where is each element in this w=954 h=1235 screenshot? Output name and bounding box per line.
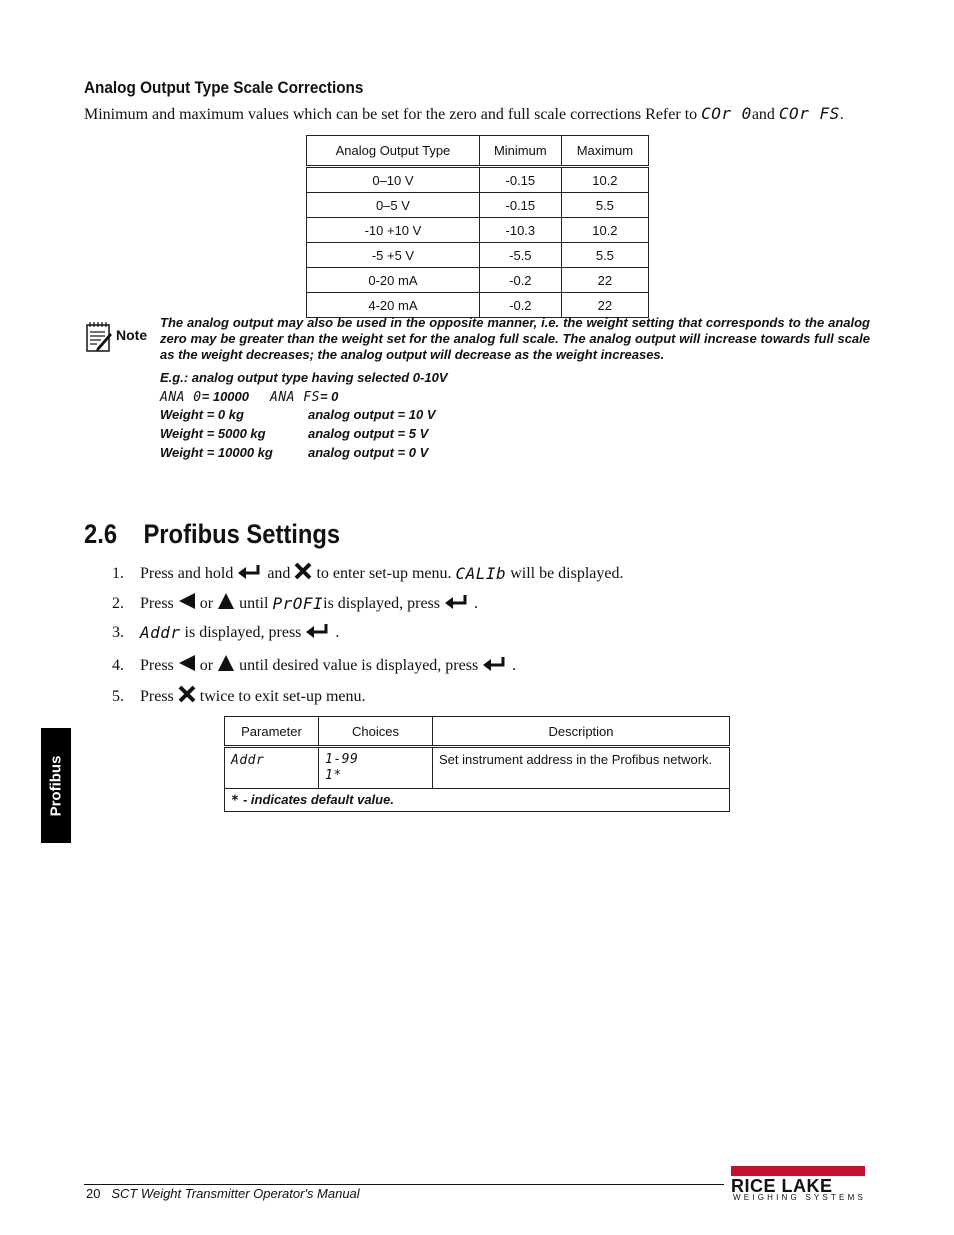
code-calib: CALIb — [455, 564, 507, 583]
cell-min: -0.15 — [479, 167, 561, 193]
step-text: Press and hold — [140, 564, 234, 582]
step-3 — [112, 622, 339, 643]
cell-min: -5.5 — [479, 243, 561, 268]
note-text: The analog output may also be used in the opposite manner, i.e. the weight setting that corresponds to the analog zero may be greater than the weight set for the analog full scale. The analog output will increase towards full scale as the weight decreases; the analog output will decrease as the weight increases. — [160, 315, 870, 362]
col-header-type: Analog Output Type — [307, 136, 480, 167]
step-number: 1. — [112, 564, 124, 582]
step-text: . — [512, 656, 517, 674]
col-header-max: Maximum — [561, 136, 648, 167]
table-row — [307, 243, 649, 268]
table-row — [307, 268, 649, 293]
step-text: until — [239, 594, 269, 612]
step-number: 4. — [112, 656, 124, 674]
logo-subtitle: WEIGHING SYSTEMS — [733, 1193, 866, 1202]
step-text: or — [199, 656, 214, 674]
step-text: Press — [140, 594, 174, 612]
step-5 — [112, 685, 366, 708]
up-arrow-key-icon — [217, 592, 235, 615]
heading-number: 2.6 — [84, 519, 118, 549]
code-profi: PrOFI — [272, 594, 324, 613]
left-arrow-key-icon — [178, 592, 196, 615]
table-row — [307, 193, 649, 218]
code-addr: Addr — [140, 623, 181, 642]
step-text: is displayed, press — [184, 623, 302, 641]
table-row — [307, 167, 649, 193]
cell-type: -5 +5 V — [307, 243, 480, 268]
code-cor-0: COr 0 — [701, 104, 752, 123]
step-text: will be displayed. — [510, 564, 624, 582]
example-output: analog output = 10 V — [308, 407, 436, 422]
col-header-parameter: Parameter — [225, 717, 319, 747]
logo-red-bar — [731, 1166, 865, 1176]
cell-min: -0.2 — [479, 268, 561, 293]
section-title: Analog Output Type Scale Corrections — [84, 78, 364, 97]
step-text: Press — [140, 656, 174, 674]
step-text: and — [267, 564, 291, 582]
step-text: twice to exit set-up menu. — [199, 687, 366, 705]
col-header-choices: Choices — [319, 717, 433, 747]
cell-max: 5.5 — [561, 243, 648, 268]
heading-text: Profibus Settings — [143, 519, 341, 549]
enter-key-icon — [482, 655, 508, 676]
left-arrow-key-icon — [178, 654, 196, 677]
cell-max: 5.5 — [561, 193, 648, 218]
cell-max: 10.2 — [561, 218, 648, 243]
step-number: 3. — [112, 623, 124, 641]
code-cor-fs: COr FS — [778, 104, 840, 123]
step-text: . — [474, 594, 478, 612]
table-row — [307, 293, 649, 318]
cell-choices — [319, 747, 433, 789]
step-text: is displayed, press — [323, 594, 440, 612]
x-key-icon — [294, 562, 312, 585]
profibus-parameter-table — [224, 716, 730, 812]
step-number: 2. — [112, 594, 124, 612]
step-text: Press — [140, 687, 174, 705]
choice-default-value: 1 — [325, 768, 334, 783]
table-row — [307, 218, 649, 243]
enter-key-icon — [444, 593, 470, 614]
step-text: or — [199, 594, 214, 612]
cell-type: 0–10 V — [307, 167, 480, 193]
example-output: analog output = 5 V — [308, 426, 429, 441]
ana-0-value: = 10000 — [201, 389, 249, 404]
note-notepad-icon — [85, 320, 113, 354]
choice-range: 1-99 — [325, 752, 359, 767]
cell-max: 22 — [561, 268, 648, 293]
note-label: Note — [116, 327, 148, 343]
cell-type: 0-20 mA — [307, 268, 480, 293]
chapter-side-tab — [41, 728, 71, 843]
example-weight: Weight = 10000 kg — [160, 445, 273, 460]
section-heading — [84, 519, 340, 550]
cell-min: -0.15 — [479, 193, 561, 218]
footnote — [225, 789, 730, 812]
step-number: 5. — [112, 687, 124, 705]
col-header-description: Description — [433, 717, 730, 747]
example-output: analog output = 0 V — [308, 445, 429, 460]
col-header-min: Minimum — [479, 136, 561, 167]
choice-default — [325, 767, 426, 783]
step-1 — [112, 562, 624, 585]
rice-lake-logo: RICE LAKE — [731, 1176, 833, 1196]
footer — [86, 1186, 360, 1201]
x-key-icon — [178, 685, 196, 708]
up-arrow-key-icon — [217, 654, 235, 677]
cell-parameter — [225, 747, 319, 789]
default-mark: * — [231, 793, 240, 808]
cell-max: 22 — [561, 293, 648, 318]
cell-description: Set instrument address in the Profibus network. — [433, 747, 730, 789]
intro-end: . — [839, 106, 844, 123]
enter-key-icon — [305, 622, 331, 643]
step-2 — [112, 592, 478, 615]
cell-min: -10.3 — [479, 218, 561, 243]
table-footnote-row — [225, 789, 730, 812]
cell-max: 10.2 — [561, 167, 648, 193]
footer-divider — [84, 1184, 724, 1185]
step-4 — [112, 654, 516, 677]
step-text: . — [335, 623, 340, 641]
enter-key-icon — [237, 563, 263, 584]
cell-min: -0.2 — [479, 293, 561, 318]
cell-type: -10 +10 V — [307, 218, 480, 243]
default-mark: * — [333, 768, 342, 783]
side-tab-label: Profibus — [47, 755, 65, 816]
intro-text: Minimum and maximum values which can be set for the zero and full scale corrections Refer to — [84, 106, 698, 123]
step-text: until desired value is displayed, press — [239, 656, 479, 674]
step-text: to enter set-up menu. — [316, 564, 452, 582]
example-weight: Weight = 5000 kg — [160, 426, 266, 441]
page-number: 20 — [86, 1186, 101, 1201]
manual-title: SCT Weight Transmitter Operator's Manual — [111, 1186, 360, 1201]
scale-corrections-table — [306, 135, 649, 318]
code-ana-0: ANA 0 — [160, 390, 202, 405]
intro-and: and — [751, 106, 775, 123]
cell-type: 4-20 mA — [307, 293, 480, 318]
table-row — [225, 747, 730, 789]
code-ana-fs: ANA FS — [270, 390, 320, 405]
example-ana-0 — [160, 389, 249, 405]
intro-paragraph — [84, 104, 844, 124]
example-weight: Weight = 0 kg — [160, 407, 244, 422]
ana-fs-value: = 0 — [319, 389, 339, 404]
cell-type: 0–5 V — [307, 193, 480, 218]
example-ana-fs — [270, 389, 338, 405]
footnote-text: - indicates default value. — [242, 792, 394, 807]
example-title: E.g.: analog output type having selected 0-10V — [160, 370, 448, 385]
code-addr: Addr — [231, 753, 265, 768]
